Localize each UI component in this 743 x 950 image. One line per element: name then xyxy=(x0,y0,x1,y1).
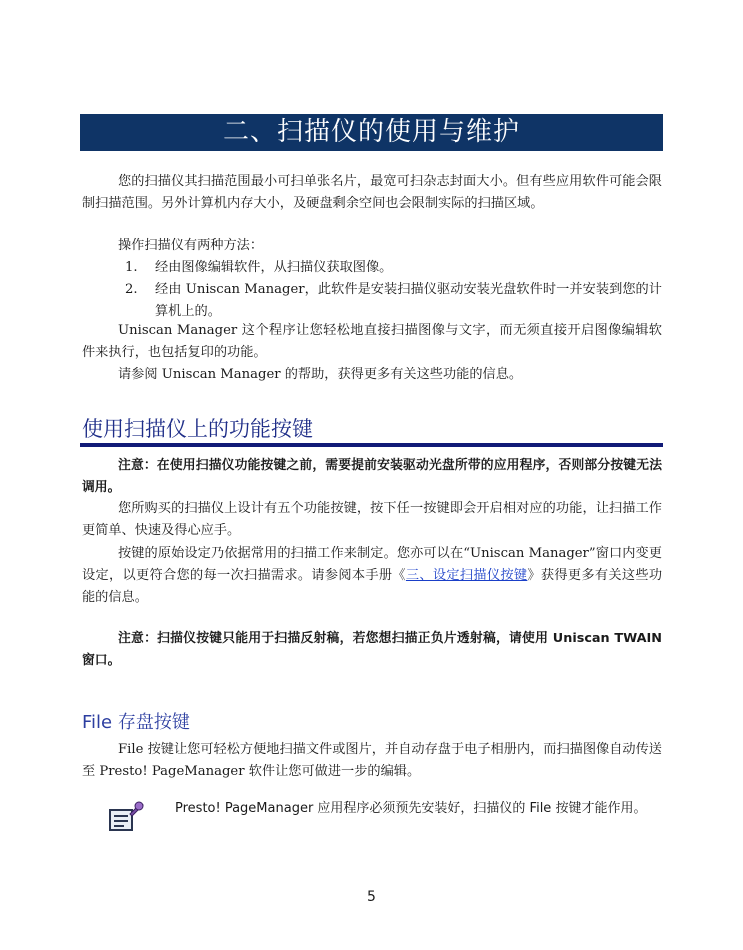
file-key-heading: File 存盘按键 xyxy=(82,712,190,733)
function-keys-notice: 注意：在使用扫描仪功能按键之前，需要提前安装驱动光盘所带的应用程序，否则部分按键无法调用。 xyxy=(82,458,662,495)
intro-paragraph-1: 您的扫描仪其扫描范围最小可扫单张名片，最宽可扫杂志封面大小。但有些应用软件可能会限制扫描范围。另外计算机内存大小，及硬盘剩余空间也会限制实际的扫描区域。 xyxy=(82,174,662,211)
settings-section-link[interactable]: 三、设定扫描仪按键 xyxy=(405,568,528,583)
intro-paragraph-4: 请参阅 Uniscan Manager 的帮助，获得更多有关这些功能的信息。 xyxy=(118,367,523,382)
note-icon xyxy=(108,800,144,836)
function-keys-heading: 使用扫描仪上的功能按键 xyxy=(82,417,313,441)
list-item xyxy=(125,279,662,323)
list-item-number: 1. xyxy=(125,260,138,275)
file-key-note: Presto! PageManager 应用程序必须预先安装好，扫描仪的 File 按键才能作用。 xyxy=(175,801,647,816)
function-keys-paragraph-1: 您所购买的扫描仪上设计有五个功能按键，按下任一按键即会开启相对应的功能，让扫描工作更简单、快速及得心应手。 xyxy=(82,501,662,538)
section-title-banner: 二、扫描仪的使用与维护 xyxy=(80,114,663,151)
intro-paragraph-3: Uniscan Manager 这个程序让您轻松地直接扫描图像与文字，而无须直接开启图像编辑软件来执行，也包括复印的功能。 xyxy=(82,323,662,360)
function-keys-notice-2: 注意：扫描仪按键只能用于扫描反射稿，若您想扫描正负片透射稿，请使用 Uniscan TWAIN 窗口。 xyxy=(82,631,662,668)
intro-paragraph-2: 操作扫描仪有两种方法： xyxy=(118,238,264,253)
function-keys-paragraph-2 xyxy=(82,543,662,609)
heading-rule xyxy=(80,443,663,447)
list-item xyxy=(125,257,662,279)
list-item-text: 经由图像编辑软件，从扫描仪获取图像。 xyxy=(155,260,393,275)
list-item-number: 2. xyxy=(125,282,138,297)
para2-suffix: 》获得更多有关这些功能的信息。 xyxy=(82,568,663,605)
list-item-text: 经由 Uniscan Manager，此软件是安装扫描仪驱动安装光盘软件时一并安装到您的计算机上的。 xyxy=(155,282,662,319)
para2-prefix: 按键的原始设定乃依据常用的扫描工作来制定。您亦可以在“Uniscan Manager”窗口内变更设定，以更符合您的每一次扫描需求。请参阅本手册《 xyxy=(82,546,662,583)
page-number: 5 xyxy=(367,889,376,905)
file-key-paragraph: File 按键让您可轻松方便地扫描文件或图片，并自动存盘于电子相册内，而扫描图像自动传送至 Presto! PageManager 软件让您可做进一步的编辑。 xyxy=(82,742,662,779)
